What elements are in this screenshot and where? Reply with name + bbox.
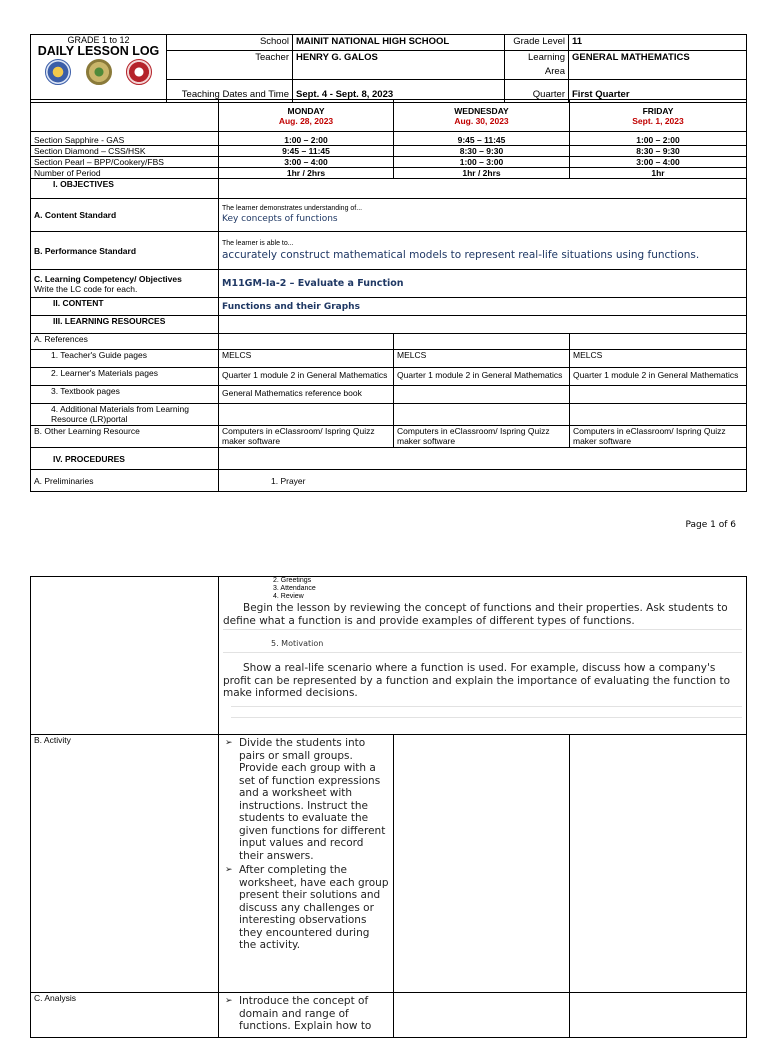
analysis-label: C. Analysis: [31, 993, 219, 1038]
additional-blank: [219, 404, 394, 426]
references-blank: [219, 334, 394, 350]
tb-value: General Mathematics reference book: [219, 386, 394, 404]
analysis-list: [223, 995, 389, 1033]
tg-value: MELCS: [394, 350, 570, 368]
competency-label-cell: [31, 270, 219, 298]
section-label: Section Pearl – BPP/Cookery/FBS: [31, 157, 219, 168]
day-date: Sept. 1, 2023: [632, 115, 684, 126]
other-resource-value: Computers in eClassroom/ Ispring Quizz maker software: [570, 426, 747, 448]
period-value: 1hr / 2hrs: [394, 168, 570, 179]
learning-area-label: Learning Area: [505, 51, 569, 80]
activity-label: B. Activity: [31, 735, 219, 993]
performance-standard-label: B. Performance Standard: [31, 232, 219, 270]
objectives-heading: I. OBJECTIVES: [31, 179, 219, 199]
lm-value: Quarter 1 module 2 in General Mathematics: [394, 368, 570, 386]
divider: [231, 706, 742, 707]
procedures-blank: [219, 448, 747, 470]
period-label: Number of Period: [31, 168, 219, 179]
page-number: Page 1 of 6: [685, 520, 736, 530]
competency-label: C. Learning Competency/ Objectives: [34, 273, 182, 284]
activity-monday: [219, 735, 394, 993]
day-date: Aug. 30, 2023: [454, 115, 509, 126]
tg-value: MELCS: [219, 350, 394, 368]
lesson-table: [30, 99, 747, 492]
school-label: School: [167, 35, 293, 51]
tb-blank: [570, 386, 747, 404]
day-wednesday: [394, 100, 570, 132]
section-time: 1:00 – 3:00: [394, 157, 570, 168]
learning-area-value: GENERAL MATHEMATICS: [569, 51, 747, 80]
deped-seal-icon: [45, 59, 71, 85]
corner-cell: [31, 100, 219, 132]
performance-standard-cell: [219, 232, 747, 270]
day-name: MONDAY: [287, 105, 325, 116]
divider: [231, 717, 742, 718]
grade-level-label: Grade Level: [505, 35, 569, 51]
analysis-item: ➢ Introduce the concept of domain and range of functions. Explain how to: [223, 995, 389, 1033]
document-title: DAILY LESSON LOG: [37, 44, 160, 58]
prelim-item: 4. Review: [273, 593, 304, 600]
day-name: FRIDAY: [642, 105, 674, 116]
section-label: Section Diamond – CSS/HSK: [31, 146, 219, 157]
section-label: Section Sapphire - GAS: [31, 132, 219, 146]
dates-label: Teaching Dates and Time: [167, 80, 293, 103]
competency-sub: Write the LC code for each.: [34, 283, 138, 294]
resources-blank: [219, 316, 747, 334]
tb-label: 3. Textbook pages: [31, 386, 219, 404]
section-time: 1:00 – 2:00: [219, 132, 394, 146]
grade-range: GRADE 1 to 12: [67, 35, 130, 45]
other-resource-label: B. Other Learning Resource: [31, 426, 219, 448]
day-date: Aug. 28, 2023: [278, 115, 334, 126]
objectives-blank: [219, 179, 747, 199]
performance-standard-intro: The learner is able to...: [222, 239, 294, 247]
quarter-value: First Quarter: [569, 80, 747, 103]
other-resource-value: Computers in eClassroom/ Ispring Quizz maker software: [394, 426, 570, 448]
section-time: 9:45 – 11:45: [394, 132, 570, 146]
references-blank: [570, 334, 747, 350]
school-value: MAINIT NATIONAL HIGH SCHOOL: [293, 35, 505, 51]
analysis-wednesday: [394, 993, 570, 1038]
content-standard-cell: [219, 199, 747, 232]
section-time: 8:30 – 9:30: [570, 146, 747, 157]
additional-blank: [394, 404, 570, 426]
section-time: 9:45 – 11:45: [219, 146, 394, 157]
tg-label: 1. Teacher's Guide pages: [31, 350, 219, 368]
activity-wednesday: [394, 735, 570, 993]
lesson-table-continued: [30, 576, 747, 1038]
day-name: WEDNESDAY: [454, 105, 509, 116]
additional-materials-label: 4. Additional Materials from Learning Resource (LR)portal: [31, 404, 219, 426]
competency-value: M11GM-Ia-2 – Evaluate a Function: [219, 270, 747, 298]
divider: [223, 629, 742, 631]
quarter-label: Quarter: [505, 80, 569, 103]
section-time: 3:00 – 4:00: [219, 157, 394, 168]
preliminaries-cont-label: [31, 577, 219, 735]
tb-blank: [394, 386, 570, 404]
content-heading: II. CONTENT: [31, 298, 219, 316]
period-value: 1hr / 2hrs: [219, 168, 394, 179]
header-table: [30, 34, 747, 103]
section-time: 1:00 – 2:00: [570, 132, 747, 146]
additional-blank: [570, 404, 747, 426]
teacher-label: Teacher: [167, 51, 293, 80]
procedures-heading: IV. PROCEDURES: [31, 448, 219, 470]
prelim-item: 2. Greetings: [273, 577, 312, 584]
motivation-text: Show a real-life scenario where a function is used. For example, discuss how a company's profit can be represented by a function and explain the importance of evaluating the function to make informed decisions.: [223, 662, 731, 699]
activity-friday: [570, 735, 747, 993]
grade-level-value: 11: [569, 35, 747, 51]
content-standard-label: A. Content Standard: [31, 199, 219, 232]
divider: [223, 652, 742, 653]
analysis-friday: [570, 993, 747, 1038]
content-value: Functions and their Graphs: [219, 298, 747, 316]
activity-item: ➢ After completing the worksheet, have each group present their solutions and discuss any challenges or interesting observations they encountered during the activity.: [223, 864, 389, 952]
school-seal-icon: [126, 59, 152, 85]
resources-heading: III. LEARNING RESOURCES: [31, 316, 219, 334]
performance-standard-value: accurately construct mathematical models to represent real-life situations using functions.: [222, 248, 700, 261]
activity-list: [223, 737, 389, 952]
content-standard-value: Key concepts of functions: [222, 214, 338, 224]
lm-value: Quarter 1 module 2 in General Mathematics: [219, 368, 394, 386]
header-logo-cell: [31, 35, 167, 103]
preliminaries-cont-cell: [219, 577, 747, 735]
content-standard-intro: The learner demonstrates understanding of...: [222, 205, 363, 212]
teacher-value: HENRY G. GALOS: [293, 51, 505, 80]
references-blank: [394, 334, 570, 350]
lm-label: 2. Learner's Materials pages: [31, 368, 219, 386]
day-friday: [570, 100, 747, 132]
dates-value: Sept. 4 - Sept. 8, 2023: [293, 80, 505, 103]
preliminaries-item: 1. Prayer: [219, 470, 747, 492]
review-text: Begin the lesson by reviewing the concept of functions and their properties. Ask students to define what a function is and provide examples of different types of functions.: [223, 602, 728, 627]
day-monday: [219, 100, 394, 132]
tg-value: MELCS: [570, 350, 747, 368]
division-seal-icon: [86, 59, 112, 85]
period-value: 1hr: [570, 168, 747, 179]
preliminaries-label: A. Preliminaries: [31, 470, 219, 492]
other-resource-value: Computers in eClassroom/ Ispring Quizz maker software: [219, 426, 394, 448]
references-label: A. References: [31, 334, 219, 350]
motivation-label: 5. Motivation: [271, 639, 324, 648]
lm-value: Quarter 1 module 2 in General Mathematics: [570, 368, 747, 386]
prelim-item: 3. Attendance: [273, 585, 316, 592]
activity-item: ➢ Divide the students into pairs or small groups. Provide each group with a set of function expressions and a worksheet with instructions. Instruct the students to evaluate the given functions for different input values and record their answers.: [223, 737, 389, 862]
section-time: 3:00 – 4:00: [570, 157, 747, 168]
analysis-monday: [219, 993, 394, 1038]
section-time: 8:30 – 9:30: [394, 146, 570, 157]
